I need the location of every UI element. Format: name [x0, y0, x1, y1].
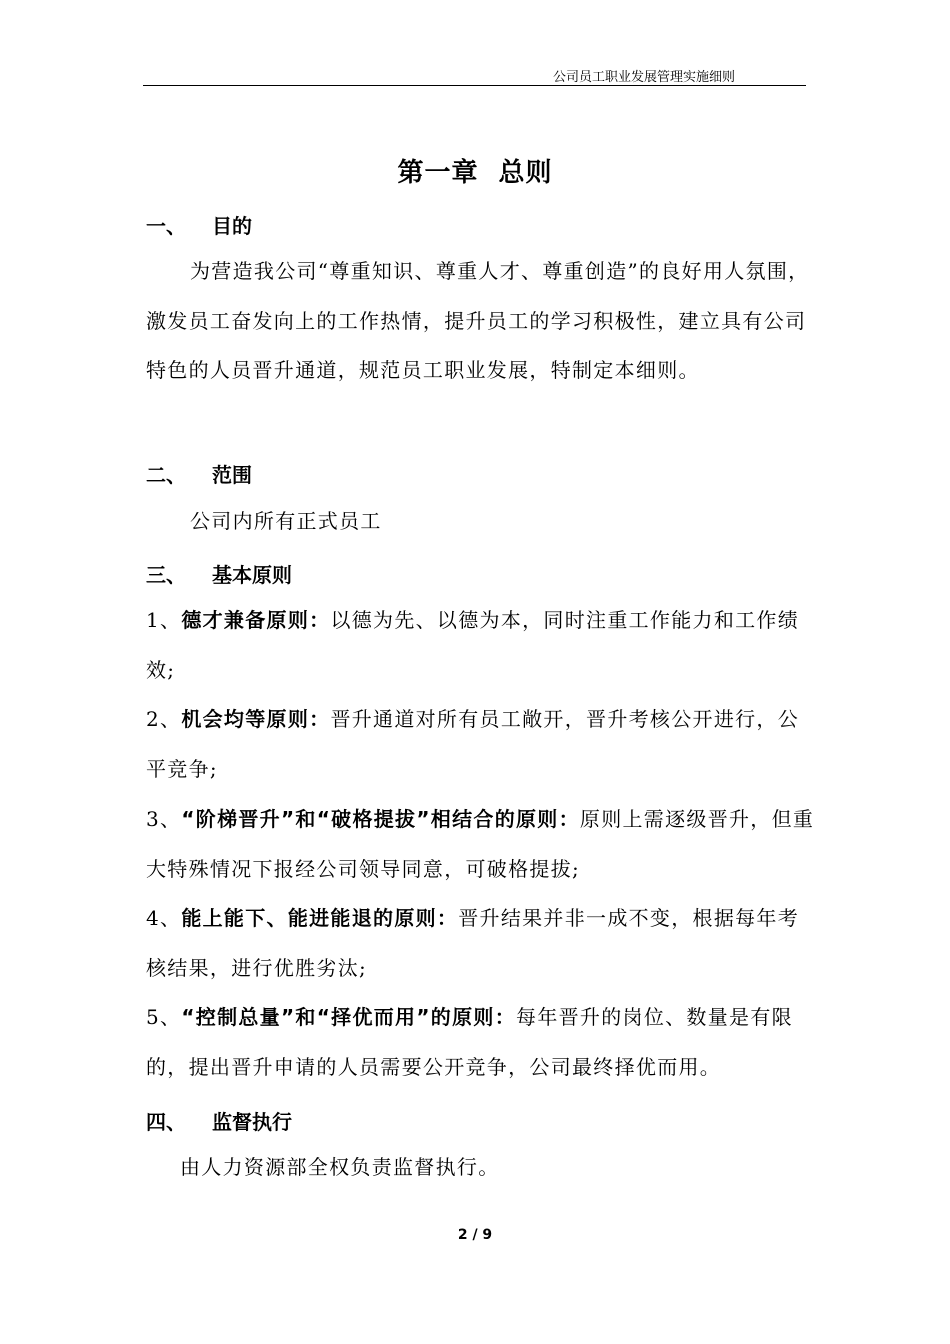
section-heading-scope	[146, 459, 252, 488]
section-title: 目的	[212, 214, 252, 238]
section-heading-purpose	[146, 210, 252, 239]
principle-number: 5、	[146, 1005, 182, 1029]
principle-text: 晋升结果并非一成不变，根据每年考核结果，进行优胜劣汰;	[146, 906, 800, 980]
page-number: 2 / 9	[457, 1227, 493, 1243]
principle-text: 以德为先、以德为本，同时注重工作能力和工作绩效;	[146, 608, 800, 682]
section-number: 三、	[146, 563, 186, 587]
purpose-paragraph: 为营造我公司“尊重知识、尊重人才、尊重创造”的良好用人氛围，激发员工奋发向上的工作热情，提升员工的学习积极性，建立具有公司特色的人员晋升通道，规范员工职业发展，特制定本细则。	[146, 259, 810, 382]
principle-number: 1、	[146, 608, 182, 632]
principle-number: 4、	[146, 906, 182, 930]
principle-title: “阶梯晋升”和“破格提拔”相结合的原则：	[181, 807, 580, 831]
section-title: 范围	[212, 463, 252, 487]
principle-number: 3、	[146, 807, 182, 831]
principle-title: “控制总量”和“择优而用”的原则：	[181, 1005, 517, 1029]
header-rule	[143, 85, 806, 86]
principle-title: 德才兼备原则：	[181, 608, 331, 632]
section-title: 基本原则	[212, 563, 292, 587]
section-heading-principles	[146, 559, 292, 588]
principle-title: 机会均等原则：	[181, 707, 331, 731]
principle-item	[146, 596, 818, 695]
section-number: 二、	[146, 463, 186, 487]
scope-paragraph: 公司内所有正式员工	[190, 509, 382, 533]
principle-item	[146, 993, 818, 1092]
section-heading-supervision	[146, 1106, 292, 1135]
principle-text: 原则上需逐级晋升，但重大特殊情况下报经公司领导同意，可破格提拔;	[146, 807, 815, 881]
principle-item	[146, 695, 818, 794]
principle-number: 2、	[146, 707, 182, 731]
section-number: 一、	[146, 214, 186, 238]
supervision-paragraph: 由人力资源部全权负责监督执行。	[180, 1155, 500, 1179]
running-header: 公司员工职业发展管理实施细则	[552, 70, 735, 85]
section-number: 四、	[146, 1110, 186, 1134]
principle-text: 每年晋升的岗位、数量是有限的，提出晋升申请的人员需要公开竞争，公司最终择优而用。	[146, 1005, 793, 1079]
chapter-title: 第一章 总则	[397, 158, 553, 188]
principle-item	[146, 795, 818, 894]
principle-text: 晋升通道对所有员工敞开，晋升考核公开进行，公平竞争;	[146, 707, 800, 781]
principle-item	[146, 894, 818, 993]
section-title: 监督执行	[212, 1110, 292, 1134]
principle-title: 能上能下、能进能退的原则：	[181, 906, 459, 930]
